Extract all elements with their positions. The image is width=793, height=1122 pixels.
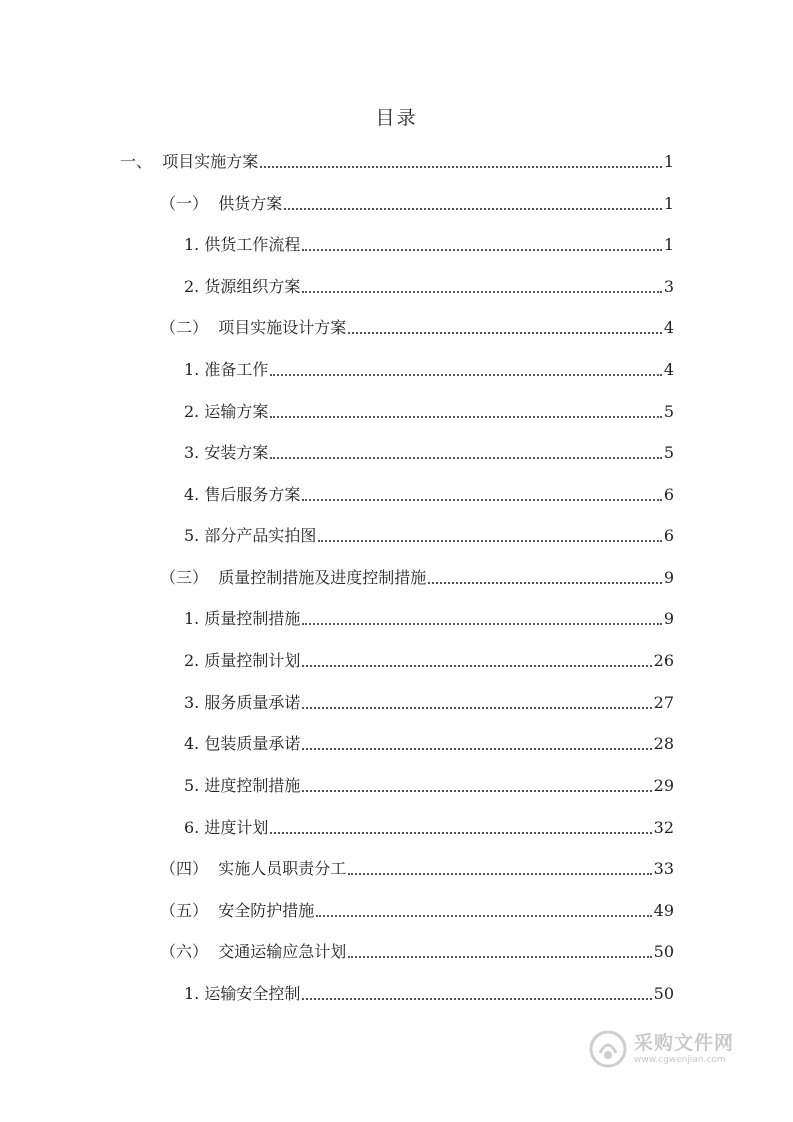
toc-entry-number: （五） [160,901,219,920]
toc-entry-page: 26 [653,651,674,670]
toc-entry[interactable] [184,730,674,754]
toc-entry-page: 50 [653,942,674,961]
toc-entry-page: 1 [663,152,674,171]
toc-entry[interactable] [184,522,674,546]
toc-entry-label: 货源组织方案 [204,277,301,296]
watermark-name: 采购文件网 [634,1032,735,1054]
toc-entry-number: （二） [160,318,219,337]
toc-entry-page: 6 [663,485,674,504]
toc-entry-number: 2. [184,277,205,296]
toc-entry-page: 4 [663,360,674,379]
toc-entry-label: 交通运输应急计划 [218,942,347,961]
toc-entry-label: 进度计划 [204,818,269,837]
toc-entry-number: 1. [184,360,205,379]
toc-entry-number: 5. [184,776,205,795]
toc-entry-number: 2. [184,651,205,670]
toc-leader-dots [316,915,651,917]
toc-entry[interactable] [160,897,674,921]
toc-entry-label: 质量控制措施 [204,609,301,628]
toc-entry[interactable] [184,481,674,505]
toc-entry-label: 进度控制措施 [204,776,301,795]
toc-leader-dots [302,291,661,293]
toc-entry-number: 一、 [120,152,163,171]
toc-entry-number: （一） [160,194,219,213]
toc-entry[interactable] [184,689,674,713]
toc-leader-dots [428,582,662,584]
toc-leader-dots [302,499,661,501]
toc-entry-label: 运输方案 [204,402,269,421]
toc-leader-dots [302,665,651,667]
toc-entry-number: 1. [184,984,205,1003]
toc-entry-number: 4. [184,485,205,504]
toc-entry-label: 供货工作流程 [204,235,301,254]
toc-entry[interactable] [184,273,674,297]
toc-leader-dots [270,457,661,459]
toc-leader-dots [302,748,651,750]
toc-entry-number: 5. [184,526,205,545]
toc-entry[interactable] [160,855,674,879]
toc-entry-number: 3. [184,693,205,712]
toc-entry[interactable] [184,647,674,671]
toc-entry[interactable] [120,148,674,172]
toc-entry-label: 准备工作 [204,360,269,379]
toc-entry[interactable] [184,605,674,629]
toc-leader-dots [348,332,662,334]
toc-entry-page: 4 [663,318,674,337]
toc-entry-label: 供货方案 [218,194,283,213]
toc-leader-dots [260,166,662,168]
toc-entry-page: 9 [663,568,674,587]
toc-entry-number: 4. [184,734,205,753]
toc-entry-page: 28 [653,734,674,753]
toc-entry-page: 6 [663,526,674,545]
toc-leader-dots [318,540,661,542]
toc-entry-page: 33 [653,859,674,878]
toc-leader-dots [348,873,651,875]
toc-leader-dots [302,249,661,251]
toc-entry[interactable] [184,980,674,1004]
toc-entry[interactable] [160,938,674,962]
toc-entry-page: 5 [663,402,674,421]
toc-entry-number: （三） [160,568,219,587]
toc-entry-page: 49 [653,901,674,920]
toc-entry[interactable] [184,356,674,380]
toc-entry[interactable] [160,190,674,214]
toc-entry-label: 安全防护措施 [218,901,315,920]
toc-entry-number: （六） [160,942,219,961]
toc-entry[interactable] [184,772,674,796]
toc-entry-label: 售后服务方案 [204,485,301,504]
toc-entry[interactable] [184,814,674,838]
toc-title: 目录 [375,107,418,129]
toc-entry-page: 9 [663,609,674,628]
toc-entry-label: 项目实施方案 [162,152,259,171]
toc-entry-page: 32 [653,818,674,837]
toc-entry[interactable] [184,439,674,463]
toc-entry-label: 项目实施设计方案 [218,318,347,337]
toc-leader-dots [348,956,651,958]
watermark-text [634,1032,734,1066]
toc-leader-dots [270,374,661,376]
toc-entry-number: 6. [184,818,205,837]
toc-entry-number: 1. [184,609,205,628]
toc-entry-label: 安装方案 [204,443,269,462]
toc-leader-dots [270,416,661,418]
toc-entry-page: 1 [663,194,674,213]
toc-leader-dots [302,707,651,709]
toc-entry-number: （四） [160,859,219,878]
toc-leader-dots [302,998,651,1000]
toc-entry-label: 包装质量承诺 [204,734,301,753]
toc-entry-page: 1 [663,235,674,254]
toc-entry-page: 29 [653,776,674,795]
toc-entry-number: 1. [184,235,205,254]
toc-entry[interactable] [184,398,674,422]
toc-entry-label: 部分产品实拍图 [204,526,317,545]
toc-entry[interactable] [160,564,674,588]
toc-entry-label: 质量控制措施及进度控制措施 [218,568,427,587]
toc-entry-label: 实施人员职责分工 [218,859,347,878]
toc-entry-page: 3 [663,277,674,296]
toc-leader-dots [302,623,661,625]
toc-entry-label: 运输安全控制 [204,984,301,1003]
toc-entry-label: 质量控制计划 [204,651,301,670]
watermark-url: www.cgwenjian.com [634,1055,726,1065]
toc-entry-page: 50 [653,984,674,1003]
toc-entry[interactable] [184,231,674,255]
toc-entry[interactable] [160,314,674,338]
toc-leader-dots [284,208,662,210]
toc-entry-page: 27 [653,693,674,712]
watermark [588,1026,758,1072]
toc-leader-dots [270,832,651,834]
toc-entry-page: 5 [663,443,674,462]
toc-entry-number: 3. [184,443,205,462]
toc-entry-number: 2. [184,402,205,421]
cgwenjian-logo-icon [588,1029,628,1069]
toc-entry-label: 服务质量承诺 [204,693,301,712]
toc-leader-dots [302,790,651,792]
